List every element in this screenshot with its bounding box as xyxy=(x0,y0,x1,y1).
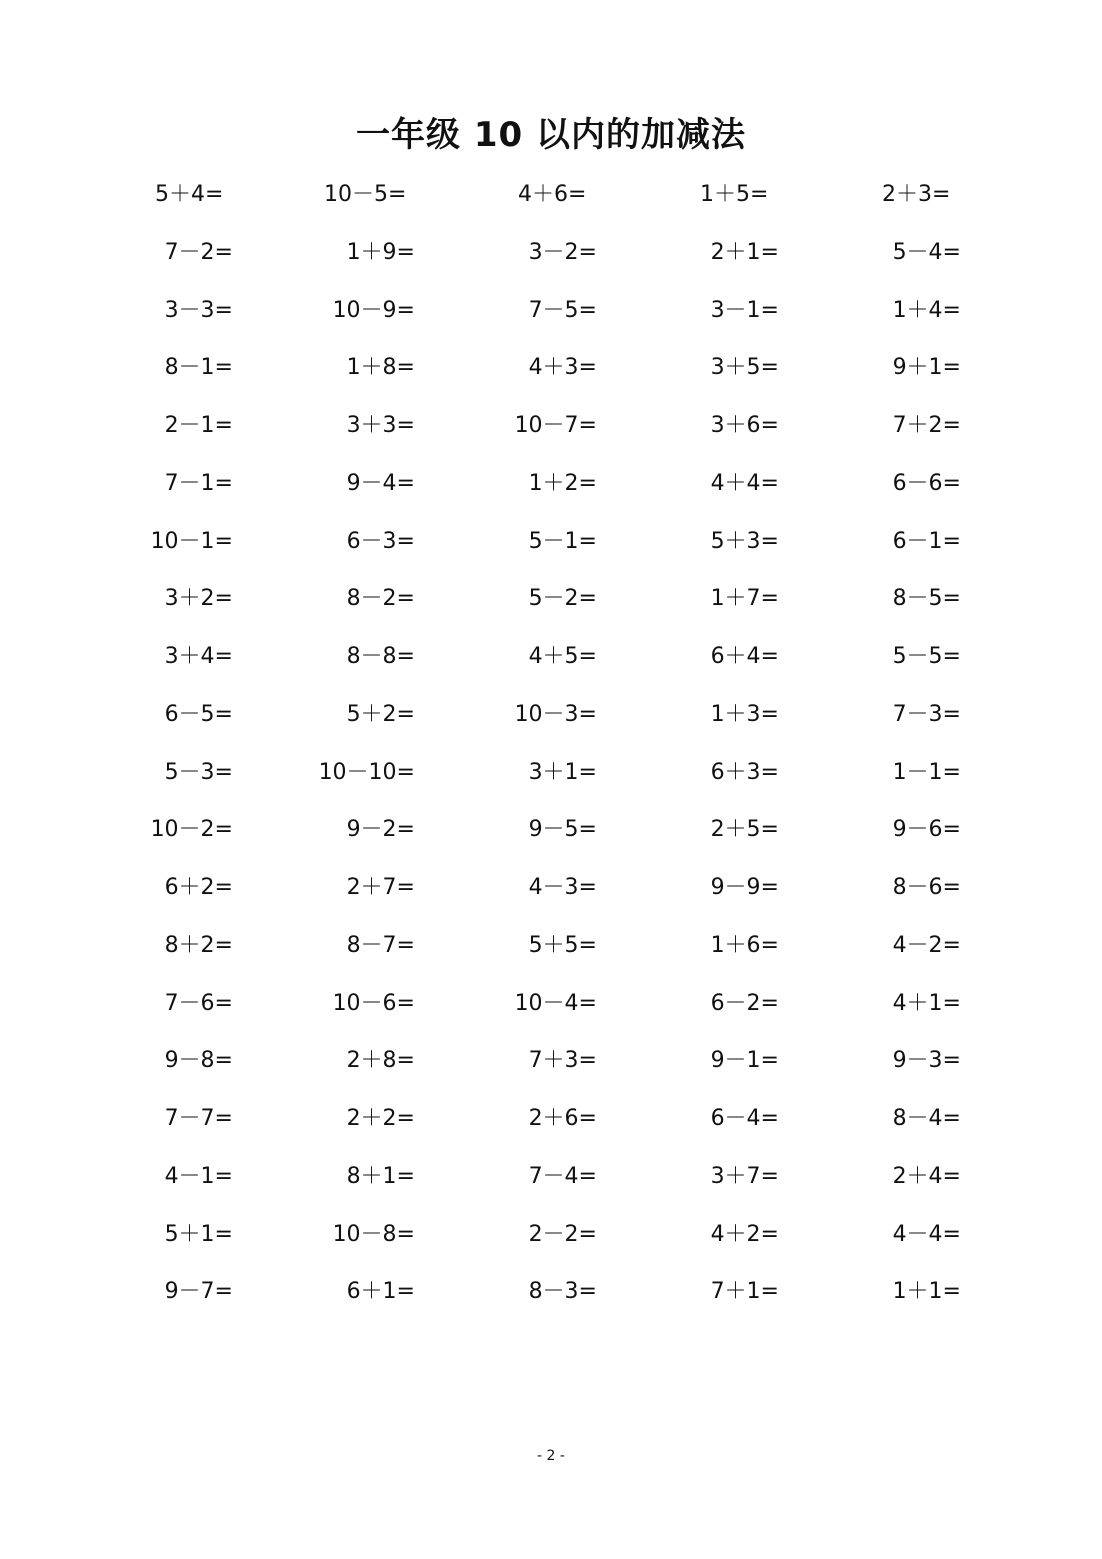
math-problem: 6＋2= xyxy=(164,875,233,900)
math-problem: 4＋2= xyxy=(710,1221,779,1247)
math-problem: 2＋4= xyxy=(892,1163,961,1189)
math-problem: 7－2= xyxy=(164,239,233,265)
math-problem: 6－5= xyxy=(164,701,233,727)
math-problem: 1＋1= xyxy=(892,1279,961,1305)
math-problem: 6＋4= xyxy=(710,644,779,669)
math-problem: 4－3= xyxy=(528,875,597,900)
problem-row xyxy=(0,522,1102,580)
math-problem: 4－4= xyxy=(892,1221,961,1247)
math-problem: 5＋2= xyxy=(346,701,415,727)
math-problem: 3＋1= xyxy=(528,759,597,785)
math-problem: 8－5= xyxy=(892,586,961,612)
math-problem: 6－2= xyxy=(710,990,779,1016)
math-problem: 10－4= xyxy=(514,990,597,1016)
math-problem: 10－6= xyxy=(332,990,415,1016)
math-problem: 7－3= xyxy=(892,701,961,727)
math-problem: 1＋2= xyxy=(528,470,597,496)
math-problem: 1＋3= xyxy=(710,701,779,727)
math-problem: 7＋1= xyxy=(710,1279,779,1305)
math-problem: 7－7= xyxy=(164,1106,233,1131)
math-problem: 7－1= xyxy=(164,470,233,496)
math-problem: 3＋6= xyxy=(710,413,779,438)
problem-row xyxy=(0,753,1102,811)
problem-row xyxy=(0,1272,1102,1330)
problem-row xyxy=(0,1215,1102,1273)
problem-row xyxy=(0,695,1102,753)
math-problem: 1＋4= xyxy=(892,297,961,323)
math-problem: 1＋6= xyxy=(710,932,779,958)
math-problem: 9－9= xyxy=(710,875,779,900)
math-problem: 1＋7= xyxy=(710,586,779,612)
math-problem: 10－5= xyxy=(324,182,407,207)
math-problem: 5＋5= xyxy=(528,932,597,958)
problem-row xyxy=(0,868,1102,926)
math-problem: 4＋6= xyxy=(518,182,587,207)
math-problem: 5＋4= xyxy=(155,182,224,207)
math-problem: 8＋1= xyxy=(346,1163,415,1189)
math-problem: 10－2= xyxy=(150,817,233,843)
problem-row xyxy=(0,1157,1102,1215)
math-problem: 6－6= xyxy=(892,470,961,496)
math-problem: 1－1= xyxy=(892,759,961,785)
math-problem: 4＋4= xyxy=(710,470,779,496)
problem-row xyxy=(0,233,1102,291)
math-problem: 3＋4= xyxy=(164,644,233,669)
problem-row xyxy=(0,984,1102,1042)
problem-row xyxy=(0,1099,1102,1157)
math-problem: 4＋1= xyxy=(892,990,961,1016)
math-problem: 8－6= xyxy=(892,875,961,900)
math-problem: 2＋7= xyxy=(346,875,415,900)
math-problem: 9－1= xyxy=(710,1048,779,1074)
math-problem: 7＋3= xyxy=(528,1048,597,1074)
math-problem: 4－1= xyxy=(164,1163,233,1189)
math-problem: 4－2= xyxy=(892,932,961,958)
math-problem: 9－8= xyxy=(164,1048,233,1074)
math-problem: 7－4= xyxy=(528,1163,597,1189)
math-problem: 3＋2= xyxy=(164,586,233,612)
problem-row xyxy=(0,348,1102,406)
math-problem: 6－1= xyxy=(892,528,961,554)
page-title: 一年级 10 以内的加减法 xyxy=(356,115,746,155)
math-problem: 9－5= xyxy=(528,817,597,843)
math-problem: 4＋5= xyxy=(528,644,597,669)
math-problem: 10－10= xyxy=(318,759,415,785)
math-problem: 7＋2= xyxy=(892,413,961,438)
math-problem: 6＋1= xyxy=(346,1279,415,1305)
math-problem: 1＋5= xyxy=(700,182,769,207)
math-problem: 7－6= xyxy=(164,990,233,1016)
math-problem: 8－4= xyxy=(892,1106,961,1131)
math-problem: 10－9= xyxy=(332,297,415,323)
math-problem: 2＋3= xyxy=(882,182,951,207)
math-problem: 10－1= xyxy=(150,528,233,554)
problem-row xyxy=(0,926,1102,984)
math-problem: 10－7= xyxy=(514,413,597,438)
math-problem: 5－4= xyxy=(892,239,961,265)
math-problem: 6－4= xyxy=(710,1106,779,1131)
math-problem: 10－8= xyxy=(332,1221,415,1247)
problem-row xyxy=(0,637,1102,695)
problem-row xyxy=(0,1041,1102,1099)
math-problem: 2＋1= xyxy=(710,239,779,265)
math-problem: 9＋1= xyxy=(892,355,961,381)
math-problem: 3－2= xyxy=(528,239,597,265)
math-problem: 2＋6= xyxy=(528,1106,597,1131)
math-problem: 8－1= xyxy=(164,355,233,381)
math-problem: 2－1= xyxy=(164,413,233,438)
math-problem: 9－4= xyxy=(346,470,415,496)
math-problem: 2＋5= xyxy=(710,817,779,843)
math-problem: 8＋2= xyxy=(164,932,233,958)
math-problem: 7－5= xyxy=(528,297,597,323)
math-problem: 3＋5= xyxy=(710,355,779,381)
math-problem: 9－7= xyxy=(164,1279,233,1305)
math-problem: 1＋8= xyxy=(346,355,415,381)
problem-row xyxy=(0,810,1102,868)
problem-row xyxy=(0,175,1102,233)
math-problem: 8－2= xyxy=(346,586,415,612)
math-problem: 5－1= xyxy=(528,528,597,554)
math-problem: 2－2= xyxy=(528,1221,597,1247)
math-problem: 8－7= xyxy=(346,932,415,958)
math-problem: 5－3= xyxy=(164,759,233,785)
math-problem: 8－3= xyxy=(528,1279,597,1305)
math-problem: 5＋3= xyxy=(710,528,779,554)
problem-row xyxy=(0,291,1102,349)
math-problem: 10－3= xyxy=(514,701,597,727)
math-problem: 3－1= xyxy=(710,297,779,323)
problem-row xyxy=(0,464,1102,522)
math-problem: 2＋8= xyxy=(346,1048,415,1074)
math-problem: 1＋9= xyxy=(346,239,415,265)
math-problem: 4＋3= xyxy=(528,355,597,381)
math-problem: 9－3= xyxy=(892,1048,961,1074)
math-problem: 9－6= xyxy=(892,817,961,843)
problem-grid xyxy=(0,175,1102,1330)
page-number: - 2 - xyxy=(537,1448,565,1464)
math-problem: 5－5= xyxy=(892,644,961,669)
math-problem: 9－2= xyxy=(346,817,415,843)
math-problem: 3＋3= xyxy=(346,413,415,438)
math-problem: 6＋3= xyxy=(710,759,779,785)
math-problem: 5－2= xyxy=(528,586,597,612)
math-problem: 2＋2= xyxy=(346,1106,415,1131)
math-problem: 6－3= xyxy=(346,528,415,554)
math-problem: 3＋7= xyxy=(710,1163,779,1189)
math-problem: 3－3= xyxy=(164,297,233,323)
problem-row xyxy=(0,406,1102,464)
problem-row xyxy=(0,579,1102,637)
math-problem: 5＋1= xyxy=(164,1221,233,1247)
math-problem: 8－8= xyxy=(346,644,415,669)
